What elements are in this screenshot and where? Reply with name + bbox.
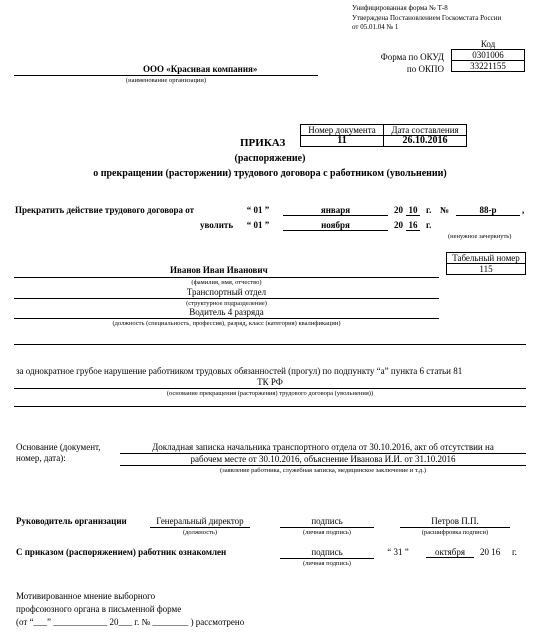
- contract-g: г.: [426, 205, 432, 215]
- doc-date: 26.10.2016: [384, 136, 467, 147]
- dismiss-label: уволить: [200, 220, 234, 230]
- union-line1: Мотивированное мнение выборного: [16, 591, 156, 601]
- grounds-underline: [14, 388, 526, 389]
- acquainted-day: “ 31 ”: [387, 547, 409, 557]
- employee-name-caption: (фамилия, имя, отчество): [191, 279, 262, 286]
- doc-heading: о прекращении (расторжении) трудового договора с работником (увольнении): [93, 168, 447, 179]
- basis-underline2: [120, 465, 526, 466]
- contract-comma: ,: [522, 205, 525, 215]
- number-header: Номер документа: [301, 125, 384, 136]
- department-underline: [14, 298, 439, 299]
- kod-header: Код: [452, 39, 525, 50]
- acquainted-g: г.: [512, 547, 517, 557]
- contract-label: Прекратить действие трудового договора от: [15, 205, 195, 215]
- doc-subtitle: (распоряжение): [234, 153, 306, 164]
- employee-name: Иванов Иван Иванович: [170, 265, 268, 275]
- acquainted-signature: подпись: [311, 547, 343, 557]
- employee-position: Водитель 4 разряда: [189, 307, 264, 317]
- acquainted-year: 20 16: [480, 547, 501, 557]
- basis-label1: Основание (документ,: [16, 442, 101, 452]
- okpo-value: 33221155: [452, 61, 525, 72]
- contract-number: 88-р: [456, 205, 520, 216]
- head-signature-underline: [280, 527, 374, 528]
- basis-caption: (заявление работника, служебная записка, медицинское заключение и т.д.): [219, 467, 426, 474]
- grounds-bottom-line: [14, 406, 526, 407]
- head-position-underline: [150, 527, 250, 528]
- dismiss-year: 16: [406, 220, 420, 231]
- department-caption: (структурное подразделение): [186, 300, 267, 307]
- acquainted-month: октября: [426, 547, 474, 558]
- head-position-caption: (должность): [182, 529, 218, 536]
- basis-text2: рабочем месте от 30.10.2016, объяснение Иванова И.И. от 31.10.2016: [190, 454, 456, 464]
- acquainted-label: С приказом (распоряжением) работник ознакомлен: [16, 547, 227, 557]
- head-signature-caption: (личная подпись): [303, 529, 351, 536]
- okud-label: Форма по ОКУД: [380, 52, 444, 62]
- dismiss-g: г.: [426, 220, 432, 230]
- okpo-label: по ОКПО: [406, 64, 444, 74]
- contract-year: 10: [406, 205, 420, 216]
- basis-text1: Докладная записка начальника транспортного отдела от 30.10.2016, акт об отсутствии на: [152, 442, 494, 452]
- doc-title: ПРИКАЗ: [240, 137, 286, 149]
- organization-name: ООО «Красивая компания»: [143, 64, 258, 74]
- acquainted-signature-caption: (личная подпись): [303, 560, 351, 567]
- head-label: Руководитель организации: [16, 516, 127, 526]
- contract-year-prefix: 20: [394, 205, 403, 215]
- contract-no-label: №: [440, 205, 450, 215]
- union-line2: профсоюзного органа в письменной форме: [16, 604, 182, 614]
- tab-number-header: Табельный номер: [447, 253, 526, 264]
- form-name: Унифицированная форма № Т-8: [352, 4, 448, 12]
- dismiss-year-prefix: 20: [394, 220, 403, 230]
- head-position: Генеральный директор: [156, 516, 244, 526]
- codes-table: [451, 39, 525, 72]
- approved-line2: от 05.01.04 № 1: [352, 23, 399, 31]
- tab-number-table: [446, 252, 526, 275]
- organization-caption: (наименование организации): [125, 77, 207, 84]
- strike-note: (ненужное зачеркнуть): [448, 233, 512, 240]
- grounds-caption: (основание прекращения (расторжения) трудового договора (увольнения)): [166, 390, 374, 397]
- doc-number-table: [300, 124, 467, 147]
- grounds-top-line: [14, 344, 526, 345]
- contract-day: “ 01 ”: [246, 205, 270, 215]
- okud-value: 0301006: [452, 50, 525, 61]
- position-caption: (должность (специальность, профессия), разряд, класс (категория) квалификации): [112, 320, 341, 327]
- organization-underline: [14, 75, 318, 76]
- grounds-line2: ТК РФ: [257, 377, 283, 387]
- dismiss-day: “ 01 ”: [246, 220, 270, 230]
- contract-month: января: [283, 205, 388, 216]
- head-name-underline: [400, 527, 510, 528]
- union-line3: (от “___” ____________ 20___ г. № ________ ) рассмотрено: [16, 617, 245, 627]
- employee-name-underline: [14, 277, 439, 278]
- head-name: Петров П.П.: [431, 516, 479, 526]
- doc-number: 11: [301, 136, 384, 147]
- acquainted-signature-underline: [280, 558, 374, 559]
- employee-department: Транспортный отдел: [186, 287, 267, 297]
- head-signature: подпись: [311, 516, 343, 526]
- dismiss-month: ноября: [283, 220, 388, 231]
- grounds-line1: за однократное грубое нарушение работником трудовых обязанностей (прогул) по подпункту “а” пункта 6 статьи 81: [16, 366, 463, 376]
- tab-number-value: 115: [447, 264, 526, 275]
- approved-line1: Утверждена Постановлением Госкомстата России: [352, 14, 502, 22]
- head-name-caption: (расшифровка подписи): [421, 529, 489, 536]
- basis-label2: номер, дата):: [16, 453, 66, 463]
- date-header: Дата составления: [384, 125, 467, 136]
- position-underline: [14, 318, 439, 319]
